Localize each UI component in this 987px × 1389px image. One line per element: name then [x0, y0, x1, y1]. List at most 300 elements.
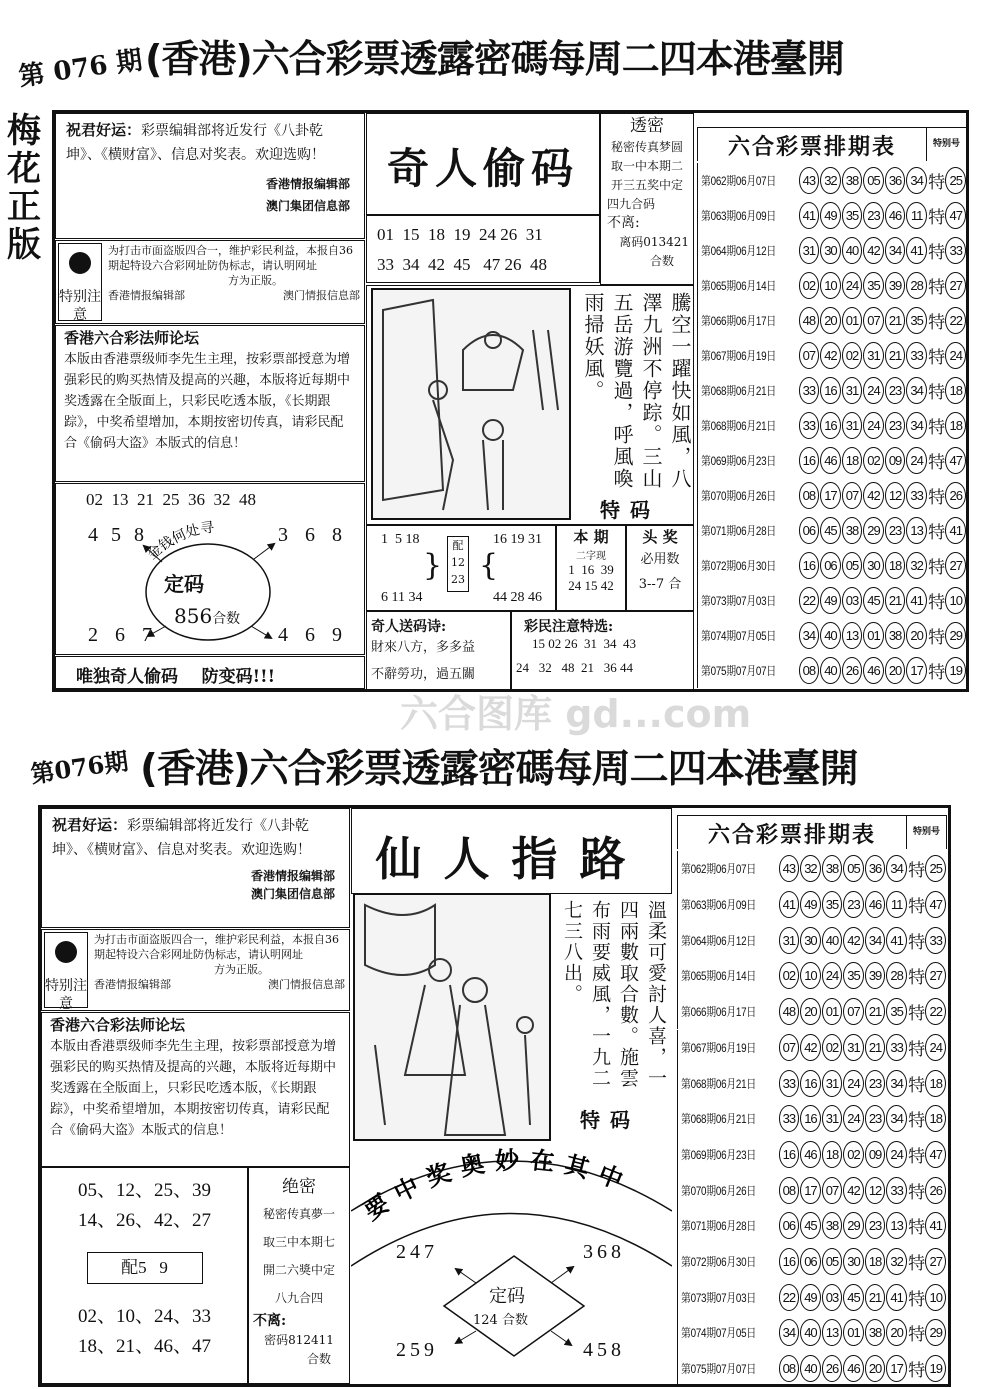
number-ball: 36 — [885, 167, 906, 194]
notice-text: 为打击市面盗版四合一，维护彩民利益，本报自36期起特设六合彩网址防伪标志，请认明网址 — [94, 933, 339, 961]
code-top-right: 3 6 8 — [278, 524, 348, 546]
pair-left-top: 1 5 18 — [381, 532, 420, 547]
special-marker: 特 — [928, 663, 946, 683]
special-marker: 特 — [908, 1004, 926, 1025]
number-ball: 33 — [886, 1177, 907, 1204]
number-ball: 31 — [842, 377, 863, 404]
illustration-sages — [353, 893, 551, 1141]
table-row — [677, 1137, 947, 1173]
draw-label: 第068期06月21日 — [681, 1076, 756, 1091]
draw-label: 第070期06月26日 — [681, 1183, 756, 1198]
table-row — [677, 1315, 947, 1351]
number-ball: 09 — [865, 1141, 886, 1168]
arc-diagram — [351, 1141, 672, 1385]
number-ball: 34 — [799, 622, 820, 649]
code-bottom-right: 4 6 9 — [278, 624, 348, 646]
secret-line: 秘密传真梦圆 — [610, 140, 683, 154]
special-ball: 26 — [925, 1177, 946, 1204]
draw-label: 第074期07月05日 — [681, 1326, 756, 1341]
greeting-sign-1: 香港情报编辑部 — [265, 177, 350, 191]
numbers-line-2: 33 34 42 45 47 26 48 — [377, 255, 547, 274]
number-ball: 34 — [886, 1070, 907, 1097]
number-ball: 23 — [843, 891, 864, 918]
notice-label-text: 特别注意 — [45, 978, 87, 1012]
number-ball: 41 — [886, 1284, 907, 1311]
number-ball: 42 — [800, 1034, 821, 1061]
table-row — [697, 303, 967, 338]
number-ball: 38 — [842, 517, 863, 544]
number-ball: 16 — [799, 552, 820, 579]
special-ball: 10 — [925, 1284, 946, 1311]
greeting-sign-2: 澳门集团信息部 — [265, 199, 350, 213]
group2-line-2: 18、21、46、47 — [77, 1336, 211, 1357]
number-ball: 21 — [865, 998, 886, 1025]
special-ball: 25 — [945, 167, 966, 194]
number-ball: 42 — [843, 927, 864, 954]
number-ball: 16 — [820, 412, 841, 439]
number-ball: 22 — [779, 1284, 800, 1311]
number-ball: 33 — [886, 1034, 907, 1061]
special-marker: 特 — [908, 1254, 926, 1275]
number-ball: 32 — [820, 167, 841, 194]
notice-sign-1: 香港情报编辑部 — [94, 978, 171, 991]
draw-label: 第064期06月12日 — [701, 244, 776, 258]
table-row — [677, 1101, 947, 1137]
number-ball: 31 — [822, 1070, 843, 1097]
bomb-icon — [55, 941, 77, 963]
special-ball: 19 — [925, 1355, 946, 1382]
special-number-label: 特别号 — [906, 816, 946, 849]
secret-code: 离码013421 — [619, 235, 689, 249]
this-issue-sub: 二字现 — [576, 551, 606, 562]
number-ball: 11 — [886, 891, 907, 918]
fixed-code-sum: 124 合数 — [473, 1313, 528, 1328]
notice-label — [44, 932, 88, 1012]
number-ball: 31 — [822, 1105, 843, 1132]
numbers-box — [366, 215, 600, 283]
special-marker: 特 — [928, 313, 946, 333]
page-title: (香港)六合彩票透露密碼每周二四本港臺開 — [145, 37, 844, 81]
poem-gift-box — [366, 611, 511, 690]
number-ball: 02 — [779, 962, 800, 989]
sum-value: 856 — [174, 604, 213, 628]
forum-title: 香港六合彩法师论坛 — [64, 329, 200, 347]
special-ball: 25 — [925, 855, 946, 882]
secret-title: 透密 — [630, 116, 664, 136]
number-ball: 46 — [820, 447, 841, 474]
number-ball: 43 — [799, 167, 820, 194]
special-marker: 特 — [908, 861, 926, 882]
special-marker: 特 — [928, 243, 946, 263]
notice-text: 为打击市面盗版四合一，维护彩民利益，本报自36期起特设六合彩网址防伪标志，请认明网址 — [108, 244, 353, 272]
draw-label: 第065期06月14日 — [681, 969, 756, 984]
number-ball: 23 — [865, 1212, 886, 1239]
number-ball: 07 — [822, 1177, 843, 1204]
special-ball: 18 — [945, 412, 966, 439]
number-ball: 01 — [842, 307, 863, 334]
number-ball: 17 — [820, 482, 841, 509]
table-row — [677, 1279, 947, 1315]
special-ball: 47 — [925, 1141, 946, 1168]
number-ball: 33 — [799, 412, 820, 439]
greeting-sign-2: 澳门集团信息部 — [250, 887, 335, 901]
table-row — [677, 887, 947, 923]
table-row — [697, 163, 967, 198]
special-marker: 特 — [928, 593, 946, 613]
table-header — [677, 815, 947, 849]
table-row — [677, 994, 947, 1030]
number-ball: 10 — [800, 962, 821, 989]
table-row — [697, 233, 967, 268]
number-ball: 17 — [886, 1355, 907, 1382]
number-ball: 36 — [865, 855, 886, 882]
number-ball: 45 — [800, 1212, 821, 1239]
number-ball: 02 — [863, 447, 884, 474]
pair-match-box-bottom: 配5 9 — [87, 1252, 203, 1284]
table-row — [677, 1172, 947, 1208]
number-ball: 06 — [779, 1212, 800, 1239]
number-ball: 46 — [863, 657, 884, 684]
secret-line: 開二六獎中定 — [262, 1263, 335, 1277]
left-brace: } — [423, 548, 443, 583]
number-ball: 08 — [779, 1177, 800, 1204]
issue-number-bottom: 第076期 — [28, 746, 130, 789]
secret-line: 四九合码 — [607, 197, 656, 211]
special-marker: 特 — [928, 418, 946, 438]
draw-schedule-table-bottom — [677, 815, 947, 1385]
number-ball: 07 — [799, 342, 820, 369]
number-ball: 07 — [779, 1034, 800, 1061]
number-ball: 35 — [886, 998, 907, 1025]
table-row — [697, 408, 967, 443]
draw-schedule-table — [697, 127, 967, 687]
notice-label — [58, 243, 102, 321]
selection-title: 彩民注意特选: — [524, 619, 614, 635]
group1-line-1: 05、12、25、39 — [77, 1180, 211, 1201]
notice-box — [55, 240, 365, 324]
selection-box — [511, 611, 694, 690]
table-row — [697, 443, 967, 478]
table-row — [697, 373, 967, 408]
greeting-sign-1: 香港情报编辑部 — [250, 869, 335, 883]
special-code-label-bottom: 特码 — [580, 1108, 640, 1132]
number-ball: 20 — [800, 998, 821, 1025]
secret-line: 秘密传真夢一 — [262, 1207, 335, 1221]
number-ball: 33 — [906, 482, 927, 509]
code-bottom-right: 458 — [583, 1339, 625, 1361]
forum-box-bottom — [41, 1012, 350, 1167]
draw-label: 第070期06月26日 — [701, 489, 776, 503]
this-issue-box — [556, 525, 626, 611]
number-ball: 34 — [906, 377, 927, 404]
number-ball: 39 — [865, 962, 886, 989]
special-marker: 特 — [908, 1218, 926, 1239]
number-ball: 05 — [863, 167, 884, 194]
code-bottom-left: 2 6 7 — [88, 624, 158, 646]
special-ball: 19 — [945, 657, 966, 684]
poem-gift-title: 奇人送码诗: — [371, 619, 447, 635]
draw-label: 第068期06月21日 — [701, 419, 776, 433]
table-row — [697, 478, 967, 513]
number-ball: 02 — [799, 272, 820, 299]
page-title-bottom: (香港)六合彩票透露密碼每周二四本港臺開 — [140, 747, 858, 792]
poem-text-bottom: 溫柔可愛討人喜，一四兩數取合數。施雲布雨要威風，一九二七三八出。 — [561, 900, 667, 1089]
special-ball: 22 — [945, 307, 966, 334]
number-ball: 38 — [842, 167, 863, 194]
forum-box — [55, 325, 365, 482]
number-ball: 38 — [822, 855, 843, 882]
draw-label: 第065期06月14日 — [701, 279, 776, 293]
number-ball: 35 — [822, 891, 843, 918]
secret-suffix: 合数 — [649, 254, 674, 268]
number-ball: 06 — [799, 517, 820, 544]
notice-label-text: 特别注意 — [59, 289, 101, 323]
table-row — [697, 198, 967, 233]
special-marker: 特 — [928, 523, 946, 543]
draw-label: 第068期06月21日 — [681, 1112, 756, 1127]
number-ball: 40 — [800, 1355, 821, 1382]
number-ball: 45 — [820, 517, 841, 544]
number-ball: 33 — [906, 342, 927, 369]
special-marker: 特 — [928, 453, 946, 473]
table-row — [697, 583, 967, 618]
number-ball: 17 — [906, 657, 927, 684]
number-ball: 35 — [842, 202, 863, 229]
number-ball: 46 — [800, 1141, 821, 1168]
number-ball: 02 — [843, 1141, 864, 1168]
special-ball: 33 — [945, 237, 966, 264]
secret-buli: 不离: — [607, 215, 640, 231]
number-ball: 42 — [863, 482, 884, 509]
this-issue-line-2: 24 15 42 — [568, 578, 614, 593]
special-marker: 特 — [928, 558, 946, 578]
special-marker: 特 — [928, 278, 946, 298]
draw-label: 第069期06月23日 — [681, 1147, 756, 1162]
number-ball: 40 — [820, 657, 841, 684]
notice-sign-1: 香港情报编辑部 — [108, 289, 185, 302]
number-ball: 30 — [820, 237, 841, 264]
table-row — [677, 1351, 947, 1387]
notice-sign-2: 澳门情报信息部 — [283, 289, 360, 302]
ellipse-arc-text: 金钱何处寻 — [144, 519, 216, 563]
special-ball: 24 — [925, 1034, 946, 1061]
first-prize-line-1: 必用数 — [640, 552, 680, 567]
special-marker: 特 — [928, 208, 946, 228]
number-ball: 13 — [886, 1212, 907, 1239]
number-ball: 48 — [799, 307, 820, 334]
table-row — [697, 548, 967, 583]
number-ball: 26 — [842, 657, 863, 684]
number-ball: 49 — [820, 587, 841, 614]
special-ball: 18 — [925, 1070, 946, 1097]
special-ball: 27 — [945, 552, 966, 579]
table-row — [697, 653, 967, 688]
number-ball: 24 — [843, 1105, 864, 1132]
arc-slogan: 要中奖奥妙在其中 — [358, 1144, 637, 1226]
greeting-text: 彩票编辑部将近发行《八卦乾坤》、《横财富》、信息对奖表。欢迎选购！ — [52, 818, 311, 858]
notice-sign-2: 澳门情报信息部 — [268, 978, 345, 991]
number-ball: 08 — [799, 657, 820, 684]
pair-right-top: 16 19 31 — [493, 532, 542, 547]
number-ball: 28 — [906, 272, 927, 299]
draw-label: 第066期06月17日 — [681, 1005, 756, 1020]
number-ball: 40 — [820, 622, 841, 649]
right-brace: { — [479, 548, 499, 583]
pair-right-bottom: 44 28 46 — [493, 590, 542, 605]
number-ball: 46 — [843, 1355, 864, 1382]
special-ball: 47 — [925, 891, 946, 918]
number-ball: 33 — [779, 1105, 800, 1132]
greeting-box — [55, 113, 365, 239]
poem-text: 騰空一躍快如風，八澤九洲不停踪。三山五岳游覽過，呼風喚雨掃妖風。 — [581, 292, 692, 490]
number-ball: 06 — [820, 552, 841, 579]
draw-label: 第072期06月30日 — [681, 1255, 756, 1270]
illustration-warriors — [371, 288, 571, 520]
number-ball: 33 — [799, 377, 820, 404]
table-row — [677, 1065, 947, 1101]
number-ball: 11 — [906, 202, 927, 229]
number-ball: 49 — [800, 891, 821, 918]
number-ball: 24 — [906, 447, 927, 474]
number-ball: 05 — [842, 552, 863, 579]
number-ball: 23 — [865, 1070, 886, 1097]
number-ball: 16 — [800, 1070, 821, 1097]
number-ball: 20 — [885, 657, 906, 684]
special-marker: 特 — [928, 383, 946, 403]
number-ball: 30 — [863, 552, 884, 579]
number-ball: 05 — [822, 1248, 843, 1275]
secret-line: 取三中本期七 — [262, 1235, 335, 1249]
number-ball: 34 — [886, 1105, 907, 1132]
number-ball: 46 — [885, 202, 906, 229]
number-ball: 49 — [820, 202, 841, 229]
special-ball: 27 — [945, 272, 966, 299]
footer-slogan: 唯独奇人偷码 防变码!!! — [55, 656, 365, 689]
number-ball: 48 — [779, 998, 800, 1025]
table-row — [697, 513, 967, 548]
first-prize-box — [626, 525, 694, 611]
this-issue-line-1: 1 16 39 — [568, 562, 614, 577]
this-issue-title: 本 期 — [573, 528, 609, 546]
secret-line: 取一中本期二 — [610, 159, 683, 173]
number-ball: 24 — [842, 272, 863, 299]
special-ball: 29 — [945, 622, 966, 649]
number-ball: 38 — [822, 1212, 843, 1239]
notice-tail: 方为正版。 — [214, 963, 269, 976]
number-ball: 35 — [843, 962, 864, 989]
selection-line-2: 24 32 48 21 36 44 — [516, 660, 633, 675]
special-ball: 24 — [945, 342, 966, 369]
special-ball: 10 — [945, 587, 966, 614]
special-code-label: 特码 — [600, 498, 660, 522]
fixed-code-label: 定码 — [489, 1286, 525, 1307]
number-ball: 41 — [886, 927, 907, 954]
poem-gift-line-2: 不辭勞功，過五關 — [371, 667, 476, 682]
group1-line-2: 14、26、42、27 — [77, 1210, 211, 1231]
number-ball: 30 — [843, 1248, 864, 1275]
draw-label: 第068期06月21日 — [701, 384, 776, 398]
draw-label: 第063期06月09日 — [681, 898, 756, 913]
table-row — [697, 338, 967, 373]
number-ball: 06 — [800, 1248, 821, 1275]
number-ball: 40 — [800, 1319, 821, 1346]
special-marker: 特 — [908, 932, 926, 953]
special-ball: 47 — [945, 202, 966, 229]
pair-box — [366, 525, 556, 611]
special-marker: 特 — [928, 488, 946, 508]
number-ball: 31 — [843, 1034, 864, 1061]
special-ball: 33 — [925, 927, 946, 954]
pair-match-box: 配 12 23 — [447, 536, 469, 592]
number-ball: 24 — [822, 962, 843, 989]
special-marker: 特 — [908, 1039, 926, 1060]
number-ball: 18 — [822, 1141, 843, 1168]
number-ball: 16 — [820, 377, 841, 404]
title-box-bottom — [351, 808, 672, 894]
number-ball: 16 — [779, 1141, 800, 1168]
forum-body: 本版由香港票级师李先生主理，按彩票部授意为增强彩民的购买热情及提高的兴趣，本版将近每期中奖透露在全版面上，只彩民吃透本版，《长期跟踪》，中奖希望增加，本期按密切传真，请彩民配合《偷码大盗》本版式的信息！ — [50, 1039, 337, 1138]
number-ball: 46 — [865, 891, 886, 918]
number-ball: 49 — [800, 1284, 821, 1311]
number-ball: 42 — [863, 237, 884, 264]
number-ball: 34 — [906, 167, 927, 194]
number-ball: 32 — [906, 552, 927, 579]
special-ball: 22 — [925, 998, 946, 1025]
number-ball: 07 — [842, 482, 863, 509]
notice-tail: 方为正版。 — [228, 274, 283, 287]
draw-label: 第064期06月12日 — [681, 933, 756, 948]
special-ball: 47 — [945, 447, 966, 474]
number-ball: 35 — [906, 307, 927, 334]
pair-left-bottom: 6 11 34 — [381, 590, 423, 605]
code-bottom-left: 259 — [396, 1339, 438, 1361]
number-ball: 01 — [822, 998, 843, 1025]
number-ball: 29 — [843, 1212, 864, 1239]
number-ball: 38 — [865, 1319, 886, 1346]
number-ball: 34 — [886, 855, 907, 882]
number-ball: 26 — [822, 1355, 843, 1382]
special-marker: 特 — [908, 897, 926, 918]
draw-label: 第073期07月03日 — [681, 1290, 756, 1305]
number-ball: 34 — [906, 412, 927, 439]
special-ball: 41 — [945, 517, 966, 544]
number-ball: 12 — [865, 1177, 886, 1204]
number-ball: 23 — [885, 517, 906, 544]
greeting-text: 彩票编辑部将近发行《八卦乾坤》、《横财富》、信息对奖表。欢迎选购！ — [66, 123, 325, 163]
number-ball: 24 — [863, 377, 884, 404]
number-ball: 08 — [779, 1355, 800, 1382]
number-ball: 18 — [865, 1248, 886, 1275]
number-ball: 16 — [799, 447, 820, 474]
number-ball: 20 — [906, 622, 927, 649]
special-ball: 26 — [945, 482, 966, 509]
code-top-left: 247 — [396, 1241, 438, 1263]
code-top-right: 368 — [583, 1241, 625, 1263]
special-marker: 特 — [908, 968, 926, 989]
number-ball: 13 — [822, 1319, 843, 1346]
number-ball: 20 — [886, 1319, 907, 1346]
bomb-icon — [69, 252, 91, 274]
number-ball: 12 — [885, 482, 906, 509]
special-marker: 特 — [908, 1075, 926, 1096]
greeting-lead: 祝君好运： — [66, 121, 142, 139]
fixed-code-sum — [174, 604, 240, 631]
section-title: 奇人偷码 — [386, 144, 579, 193]
number-ball: 21 — [885, 342, 906, 369]
number-ball: 21 — [865, 1034, 886, 1061]
forum-body: 本版由香港票级师李先生主理，按彩票部授意为增强彩民的购买热情及提高的兴趣，本版将近每期中奖透露在全版面上，只彩民吃透本版，《长期跟踪》，中奖希望增加，本期按密切传真，请彩民配合《偷码大盗》本版式的信息！ — [64, 352, 351, 451]
number-ball: 23 — [885, 377, 906, 404]
